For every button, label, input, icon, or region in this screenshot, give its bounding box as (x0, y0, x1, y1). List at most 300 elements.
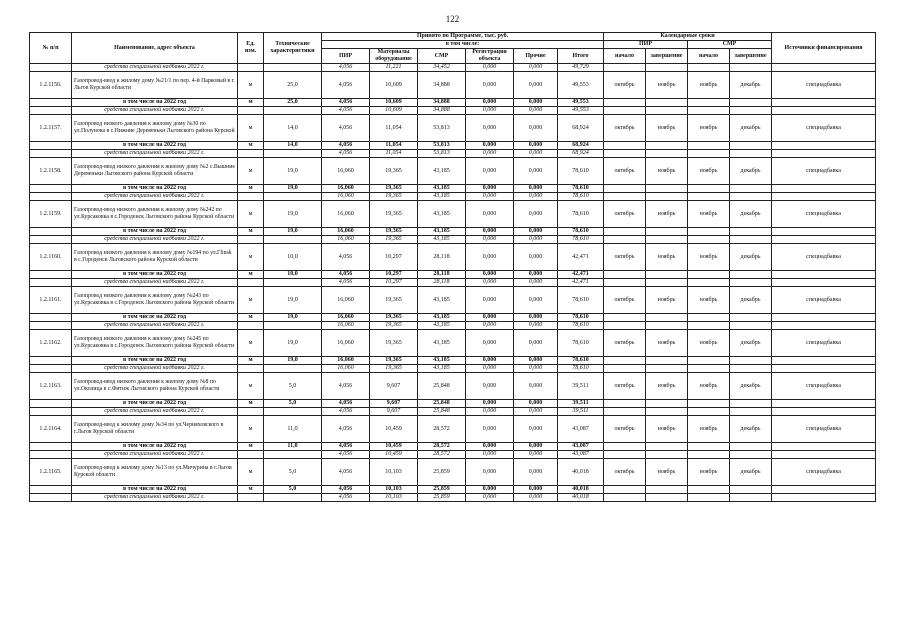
fund-reg: 0,000 (466, 279, 514, 287)
fund-label: средства специальной надбавки 2022 г. (72, 494, 238, 502)
object-pir: 16,060 (322, 330, 370, 357)
object-number: 1.2.1156. (30, 72, 72, 99)
object-unit: м (238, 158, 264, 185)
fund-empty (604, 150, 646, 158)
fund-empty (646, 365, 688, 373)
subtotal-empty (646, 357, 688, 365)
fund-smr: 28,118 (418, 279, 466, 287)
fund-mat: 10,103 (370, 494, 418, 502)
object-unit: м (238, 72, 264, 99)
fund-pir: 4,056 (322, 494, 370, 502)
subtotal-unit: м (238, 228, 264, 236)
subtotal-empty (688, 357, 730, 365)
subtotal-label: в том числе на 2022 год (72, 443, 238, 451)
subtotal-unit: м (238, 99, 264, 107)
subtotal-smr: 28,572 (418, 443, 466, 451)
header-other: Прочие (514, 49, 558, 64)
subtotal-empty (646, 443, 688, 451)
subtotal-pir: 16,060 (322, 357, 370, 365)
object-smr-end: декабрь (730, 158, 772, 185)
object-smr-start: ноябрь (688, 373, 730, 400)
subtotal-empty (730, 228, 772, 236)
subtotal-tech: 19,0 (264, 228, 322, 236)
table-header (30, 33, 876, 64)
subtotal-other: 0,000 (514, 185, 558, 193)
subtotal-empty (688, 271, 730, 279)
subtotal-empty (604, 185, 646, 193)
object-name: Газопровод низкого давления к жилому дому №243 по ул.Курсаковка в с.Городенск Льговского района Курской области (72, 287, 238, 314)
object-total: 78,610 (558, 330, 604, 357)
fund-num-empty (30, 451, 72, 459)
fund-empty (688, 408, 730, 416)
fund-unit-empty (238, 365, 264, 373)
fund-label: средства специальной надбавки 2022 г. (72, 365, 238, 373)
subtotal-pir: 16,060 (322, 185, 370, 193)
subtotal-empty (646, 228, 688, 236)
fund-other: 0,000 (514, 193, 558, 201)
fund-reg: 0,000 (466, 150, 514, 158)
fund-empty (604, 408, 646, 416)
object-tech: 10,0 (264, 244, 322, 271)
fund-smr: 25,848 (418, 408, 466, 416)
header-accepted: Принято по Программе, тыс. руб. (322, 33, 604, 41)
object-pir-start: октябрь (604, 201, 646, 228)
object-pir: 16,060 (322, 201, 370, 228)
subtotal-other: 0,000 (514, 357, 558, 365)
object-mat: 9,607 (370, 373, 418, 400)
fund-empty (772, 150, 876, 158)
subtotal-empty (646, 142, 688, 150)
subtotal-empty (730, 185, 772, 193)
subtotal-tech: 10,0 (264, 271, 322, 279)
object-smr-end: декабрь (730, 201, 772, 228)
subtotal-reg: 0,000 (466, 314, 514, 322)
object-tech: 25,0 (264, 72, 322, 99)
subtotal-tech: 19,0 (264, 185, 322, 193)
table-row (30, 330, 876, 357)
object-pir: 16,060 (322, 158, 370, 185)
object-unit: м (238, 287, 264, 314)
fund-pir: 4,056 (322, 408, 370, 416)
object-other: 0,000 (514, 201, 558, 228)
subtotal-label: в том числе на 2022 год (72, 357, 238, 365)
subtotal-smr: 25,848 (418, 400, 466, 408)
fund-unit-empty (238, 107, 264, 115)
fund-mat: 19,365 (370, 193, 418, 201)
fund-empty (688, 365, 730, 373)
object-smr: 43,185 (418, 158, 466, 185)
subtotal-empty (772, 357, 876, 365)
subtotal-unit: м (238, 142, 264, 150)
object-tech: 11,0 (264, 416, 322, 443)
subtotal-empty (604, 228, 646, 236)
fund-empty (772, 365, 876, 373)
object-number: 1.2.1158. (30, 158, 72, 185)
fund-reg: 0,000 (466, 408, 514, 416)
subtotal-empty (688, 486, 730, 494)
fund-empty (730, 365, 772, 373)
object-reg: 0,000 (466, 287, 514, 314)
object-pir-end: ноябрь (646, 459, 688, 486)
subtotal-empty (688, 99, 730, 107)
object-smr-start: ноябрь (688, 330, 730, 357)
subtotal-empty (604, 271, 646, 279)
fund-reg: 0,000 (466, 322, 514, 330)
fund-label: средства специальной надбавки 2022 г. (72, 451, 238, 459)
fund-smr: 25,859 (418, 494, 466, 502)
object-pir-start: октябрь (604, 373, 646, 400)
object-other: 0,000 (514, 416, 558, 443)
fund-mat: 10,297 (370, 279, 418, 287)
table-row (30, 115, 876, 142)
subtotal-row (30, 228, 876, 236)
fund-other: 0,000 (514, 322, 558, 330)
object-mat: 19,365 (370, 287, 418, 314)
object-source: спецнадбавка (772, 201, 876, 228)
fund-empty (604, 451, 646, 459)
subtotal-empty (772, 271, 876, 279)
fund-unit-empty (238, 408, 264, 416)
subtotal-tech: 19,0 (264, 357, 322, 365)
object-pir-end: ноябрь (646, 201, 688, 228)
fund-mat: 19,365 (370, 236, 418, 244)
subtotal-empty (688, 228, 730, 236)
fund-other: 0,000 (514, 494, 558, 502)
fund-mat: 19,365 (370, 322, 418, 330)
subtotal-empty (730, 357, 772, 365)
fund-pir: 4,056 (322, 279, 370, 287)
object-smr: 53,813 (418, 115, 466, 142)
subtotal-empty (646, 400, 688, 408)
object-mat: 10,609 (370, 72, 418, 99)
subtotal-total: 78,610 (558, 185, 604, 193)
subtotal-smr: 25,859 (418, 486, 466, 494)
fund-total: 40,018 (558, 494, 604, 502)
object-number: 1.2.1159. (30, 201, 72, 228)
fund-mat: 19,365 (370, 365, 418, 373)
fund-unit-empty (238, 279, 264, 287)
object-mat: 10,297 (370, 244, 418, 271)
subtotal-num-empty (30, 271, 72, 279)
fund-empty (646, 236, 688, 244)
object-number: 1.2.1165. (30, 459, 72, 486)
subtotal-empty (604, 400, 646, 408)
object-smr-end: декабрь (730, 115, 772, 142)
table-body (30, 64, 876, 502)
subtotal-num-empty (30, 228, 72, 236)
subtotal-empty (772, 314, 876, 322)
subtotal-unit: м (238, 185, 264, 193)
subtotal-empty (688, 443, 730, 451)
fund-empty (688, 279, 730, 287)
subtotal-empty (604, 357, 646, 365)
object-name: Газопровод-ввод к жилому дому №13 по ул.Мичурина в г.Льгов Курской области (72, 459, 238, 486)
fund-empty (772, 236, 876, 244)
subtotal-other: 0,000 (514, 228, 558, 236)
subtotal-other: 0,000 (514, 271, 558, 279)
subtotal-row (30, 486, 876, 494)
subtotal-unit: м (238, 314, 264, 322)
fund-unit-empty (238, 451, 264, 459)
header-name: Наименование, адрес объекта (72, 33, 238, 64)
fund-unit-empty (238, 150, 264, 158)
table-row (30, 201, 876, 228)
fund-tech-empty (264, 322, 322, 330)
subtotal-num-empty (30, 314, 72, 322)
subtotal-smr: 43,185 (418, 228, 466, 236)
object-name: Газопровод низкого давления к жилому дому №245 по ул.Курсаковка в с.Городенск Льговского района Курской области (72, 330, 238, 357)
subtotal-row (30, 142, 876, 150)
fund-label: средства специальной надбавки 2022 г. (72, 107, 238, 115)
subtotal-mat: 10,297 (370, 271, 418, 279)
object-pir: 4,056 (322, 115, 370, 142)
fund-num-empty (30, 107, 72, 115)
object-unit: м (238, 201, 264, 228)
object-pir: 4,056 (322, 416, 370, 443)
fund-empty (772, 451, 876, 459)
fund-reg: 0,000 (466, 451, 514, 459)
subtotal-empty (730, 314, 772, 322)
subtotal-total: 40,018 (558, 486, 604, 494)
subtotal-empty (688, 400, 730, 408)
object-other: 0,000 (514, 459, 558, 486)
subtotal-empty (730, 400, 772, 408)
fund-other: 0,000 (514, 408, 558, 416)
table-row (30, 158, 876, 185)
subtotal-empty (730, 271, 772, 279)
subtotal-empty (730, 486, 772, 494)
fund-num-empty (30, 236, 72, 244)
fund-total: 68,924 (558, 150, 604, 158)
fund-smr: 34,888 (418, 107, 466, 115)
subtotal-num-empty (30, 99, 72, 107)
header-smr-group: СМР (688, 41, 772, 49)
object-smr-start: ноябрь (688, 158, 730, 185)
object-number: 1.2.1160. (30, 244, 72, 271)
subtotal-empty (730, 99, 772, 107)
subtotal-num-empty (30, 142, 72, 150)
fund-reg: 0,000 (466, 236, 514, 244)
object-smr: 28,118 (418, 244, 466, 271)
object-smr-end: декабрь (730, 373, 772, 400)
table-row (30, 72, 876, 99)
fund-empty (730, 322, 772, 330)
object-total: 39,511 (558, 373, 604, 400)
fund-num-empty (30, 279, 72, 287)
subtotal-empty (646, 314, 688, 322)
fund-num-empty (30, 408, 72, 416)
fund-unit-empty (238, 494, 264, 502)
subtotal-other: 0,000 (514, 400, 558, 408)
subtotal-mat: 10,103 (370, 486, 418, 494)
subtotal-row (30, 357, 876, 365)
fund-empty (730, 236, 772, 244)
subtotal-num-empty (30, 486, 72, 494)
subtotal-empty (772, 228, 876, 236)
subtotal-total: 68,924 (558, 142, 604, 150)
fund-smr: 53,813 (418, 150, 466, 158)
fund-row (30, 279, 876, 287)
fund-label: средства специальной надбавки 2022 г. (72, 279, 238, 287)
subtotal-pir: 4,056 (322, 142, 370, 150)
subtotal-reg: 0,000 (466, 99, 514, 107)
fund-empty (688, 193, 730, 201)
object-pir: 4,056 (322, 373, 370, 400)
fund-empty (688, 107, 730, 115)
subtotal-empty (772, 400, 876, 408)
object-unit: м (238, 330, 264, 357)
subtotal-total: 78,610 (558, 228, 604, 236)
object-unit: м (238, 416, 264, 443)
fund-mat: 9,607 (370, 408, 418, 416)
fund-empty (604, 193, 646, 201)
header-num: № п/п (30, 33, 72, 64)
object-tech: 5,0 (264, 373, 322, 400)
object-pir-end: ноябрь (646, 287, 688, 314)
fund-empty (646, 451, 688, 459)
object-smr-end: декабрь (730, 330, 772, 357)
object-mat: 19,365 (370, 158, 418, 185)
fund-mat: 10,609 (370, 107, 418, 115)
fund-total: 43,087 (558, 451, 604, 459)
fund-pir: 4,056 (322, 64, 370, 72)
subtotal-total: 49,553 (558, 99, 604, 107)
fund-row (30, 64, 876, 72)
subtotal-empty (646, 486, 688, 494)
fund-pir: 16,060 (322, 236, 370, 244)
fund-row (30, 322, 876, 330)
subtotal-unit: м (238, 271, 264, 279)
fund-empty (772, 322, 876, 330)
object-pir-end: ноябрь (646, 373, 688, 400)
subtotal-unit: м (238, 486, 264, 494)
object-other: 0,000 (514, 72, 558, 99)
object-pir-start: октябрь (604, 115, 646, 142)
object-smr: 25,859 (418, 459, 466, 486)
fund-other: 0,000 (514, 236, 558, 244)
object-smr: 43,185 (418, 330, 466, 357)
subtotal-num-empty (30, 400, 72, 408)
header-pir-end: завершение (646, 49, 688, 64)
object-tech: 19,0 (264, 201, 322, 228)
object-total: 49,553 (558, 72, 604, 99)
fund-other: 0,000 (514, 150, 558, 158)
object-unit: м (238, 115, 264, 142)
fund-empty (730, 494, 772, 502)
fund-other: 0,000 (514, 279, 558, 287)
header-smr: СМР (418, 49, 466, 64)
object-source: спецнадбавка (772, 459, 876, 486)
fund-num-empty (30, 365, 72, 373)
table-row (30, 459, 876, 486)
fund-empty (604, 279, 646, 287)
object-pir-start: октябрь (604, 287, 646, 314)
object-reg: 0,000 (466, 459, 514, 486)
subtotal-empty (772, 185, 876, 193)
object-name: Газопровод-ввод низкого давления к жилому дому №8 по ул.Околица в с.Фитиж Льговского района Курской области (72, 373, 238, 400)
object-unit: м (238, 244, 264, 271)
object-total: 42,471 (558, 244, 604, 271)
subtotal-pir: 16,060 (322, 314, 370, 322)
subtotal-total: 42,471 (558, 271, 604, 279)
header-calendar: Календарные сроки (604, 33, 772, 41)
object-pir-end: ноябрь (646, 244, 688, 271)
subtotal-unit: м (238, 443, 264, 451)
object-total: 40,018 (558, 459, 604, 486)
fund-empty (688, 322, 730, 330)
subtotal-mat: 19,365 (370, 228, 418, 236)
subtotal-mat: 19,365 (370, 314, 418, 322)
subtotal-other: 0,000 (514, 443, 558, 451)
object-pir-start: октябрь (604, 72, 646, 99)
fund-empty (646, 494, 688, 502)
subtotal-empty (646, 185, 688, 193)
subtotal-label: в том числе на 2022 год (72, 486, 238, 494)
subtotal-num-empty (30, 357, 72, 365)
fund-mat: 10,459 (370, 451, 418, 459)
subtotal-empty (772, 486, 876, 494)
subtotal-pir: 4,056 (322, 400, 370, 408)
fund-empty (646, 408, 688, 416)
object-pir: 4,056 (322, 244, 370, 271)
subtotal-label: в том числе на 2022 год (72, 142, 238, 150)
fund-pir: 16,060 (322, 193, 370, 201)
fund-pir: 4,056 (322, 107, 370, 115)
fund-label: средства специальной надбавки 2022 г. (72, 193, 238, 201)
subtotal-empty (730, 443, 772, 451)
fund-reg: 0,000 (466, 365, 514, 373)
object-tech: 19,0 (264, 330, 322, 357)
fund-empty (730, 408, 772, 416)
object-source: спецнадбавка (772, 330, 876, 357)
fund-empty (688, 236, 730, 244)
subtotal-label: в том числе на 2022 год (72, 400, 238, 408)
object-mat: 19,365 (370, 201, 418, 228)
fund-num-empty (30, 322, 72, 330)
fund-total: 39,511 (558, 408, 604, 416)
subtotal-other: 0,000 (514, 142, 558, 150)
object-pir-start: октябрь (604, 244, 646, 271)
object-other: 0,000 (514, 115, 558, 142)
subtotal-empty (604, 314, 646, 322)
fund-pir: 4,056 (322, 451, 370, 459)
object-tech: 19,0 (264, 158, 322, 185)
subtotal-row (30, 185, 876, 193)
fund-row (30, 365, 876, 373)
subtotal-total: 78,610 (558, 357, 604, 365)
object-tech: 19,0 (264, 287, 322, 314)
fund-smr: 43,185 (418, 322, 466, 330)
subtotal-smr: 34,888 (418, 99, 466, 107)
subtotal-mat: 10,459 (370, 443, 418, 451)
object-reg: 0,000 (466, 201, 514, 228)
subtotal-empty (772, 443, 876, 451)
subtotal-label: в том числе на 2022 год (72, 271, 238, 279)
object-source: спецнадбавка (772, 287, 876, 314)
fund-row (30, 451, 876, 459)
object-smr: 43,185 (418, 201, 466, 228)
fund-reg: 0,000 (466, 494, 514, 502)
object-smr-end: декабрь (730, 416, 772, 443)
subtotal-mat: 9,607 (370, 400, 418, 408)
fund-empty (730, 107, 772, 115)
fund-mat: 11,221 (370, 64, 418, 72)
fund-reg: 0,000 (466, 64, 514, 72)
object-name: Газопровод-ввод низкого давления к жилому дому №2 с.Вышние Деревеньки Льговского района Курской области (72, 158, 238, 185)
fund-tech-empty (264, 408, 322, 416)
object-pir-end: ноябрь (646, 416, 688, 443)
object-other: 0,000 (514, 287, 558, 314)
